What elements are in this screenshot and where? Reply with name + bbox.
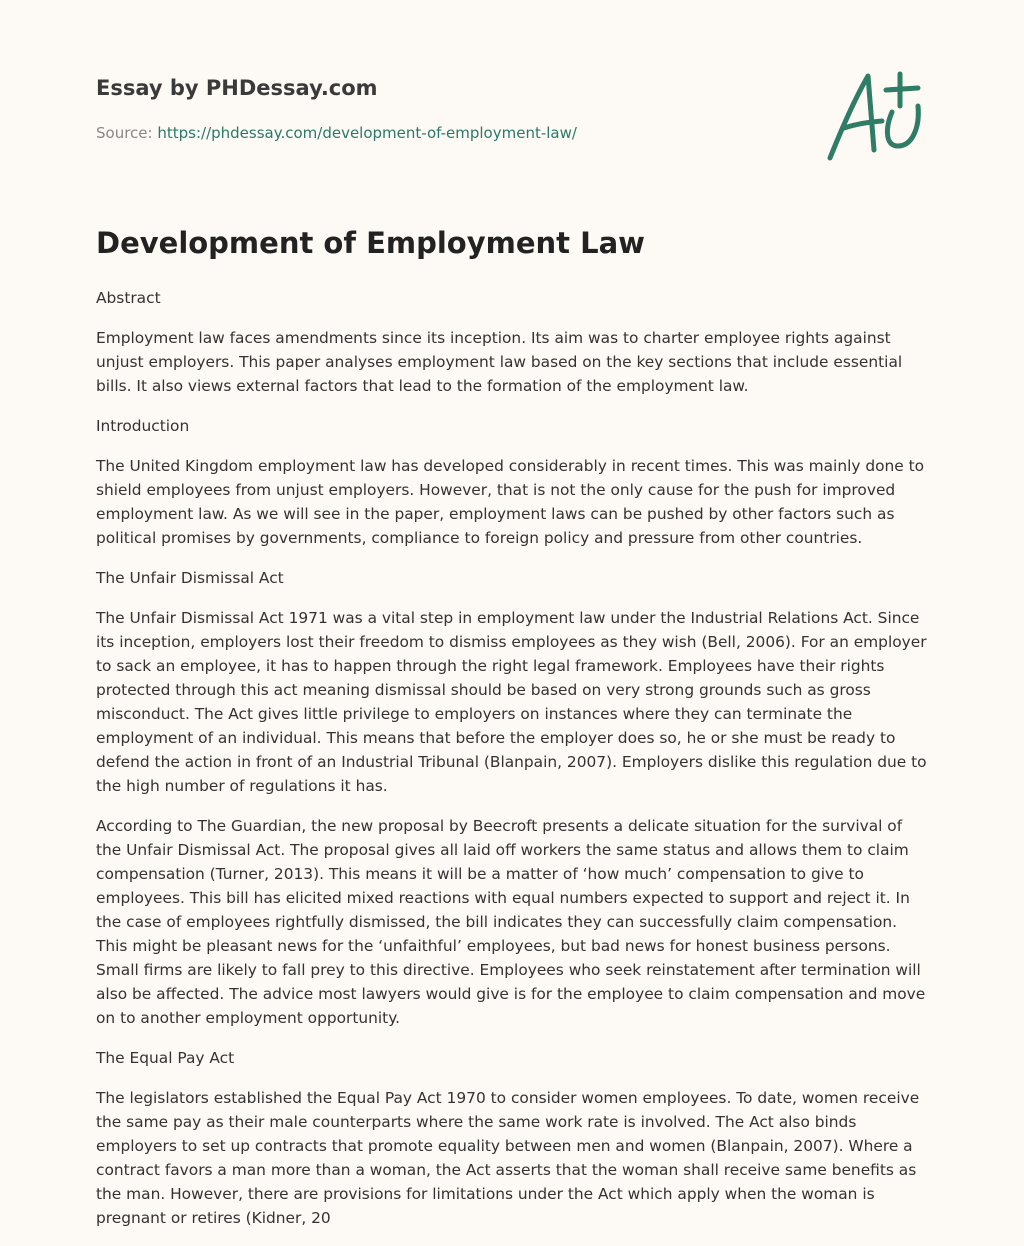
paragraph: According to The Guardian, the new proposal by Beecroft presents a delicate situation for the survival of the Unfair Dismissal Act. The proposal gives all laid off workers the same status and allows them to claim compensation (Turner, 2013). This means it will be a matter of ‘how much’ compensation to give to employees. This bill has elicited mixed reactions with equal numbers expected to support and reject it. In the case of employees rightfully dismissed, the bill indicates they can successfully claim compensation. This might be pleasant news for the ‘unfaithful’ employees, but bad news for honest business persons. Small firms are likely to fall prey to this directive. Employees who seek reinstatement after termination will also be affected. The advice most lawyers would give is for the employee to claim compensation and move on to another employment opportunity. [96, 817, 926, 1027]
heading-abstract: Abstract [96, 289, 161, 307]
heading-unfair-dismissal-act: The Unfair Dismissal Act [96, 569, 284, 587]
paragraph: The legislators established the Equal Pay Act 1970 to consider women employees. To date, women receive the same pay as their male counterparts where the same work rate is involved. The Act also binds employers to set up contracts that promote equality between men and women (Blanpain, 2007). Where a contract favors a man more than a woman, the Act asserts that the woman shall receive same benefits as the man. However, there are provisions for limitations under the Act which apply when the woman is pregnant or retires (Kidner, 20 [96, 1089, 920, 1227]
heading-introduction: Introduction [96, 417, 190, 435]
source-line [96, 124, 577, 142]
paragraph: Employment law faces amendments since its inception. Its aim was to charter employee rights against unjust employers. This paper analyses employment law based on the key sections that include essential bills. It also views external factors that lead to the formation of the employment law. [96, 329, 903, 395]
site-title: Essay by PHDessay.com [96, 76, 378, 100]
document-title: Development of Employment Law [96, 226, 645, 260]
paragraph: The Unfair Dismissal Act 1971 was a vital step in employment law under the Industrial Relations Act. Since its inception, employers lost their freedom to dismiss employees as they wish (Bell, 2006). For an employer to sack an employee, it has to happen through the right legal framework. Employees have their rights protected through this act meaning dismissal should be based on very strong grounds such as gross misconduct. The Act gives little privilege to employers on instances where they can terminate the employment of an individual. This means that before the employer does so, he or she must be ready to defend the action in front of an Industrial Tribunal (Blanpain, 2007). Employers dislike this regulation due to the high number of regulations it has. [96, 609, 927, 795]
a-plus-logo-icon [820, 66, 930, 166]
source-link[interactable]: https://phdessay.com/development-of-employment-law/ [157, 124, 577, 142]
source-label: Source: [96, 124, 153, 142]
essay-body [96, 286, 930, 1246]
paragraph: The United Kingdom employment law has developed considerably in recent times. This was mainly done to shield employees from unjust employers. However, that is not the only cause for the push for improved employment law. As we will see in the paper, employment laws can be pushed by other factors such as political promises by governments, compliance to foreign policy and pressure from other countries. [96, 457, 925, 547]
heading-equal-pay-act: The Equal Pay Act [96, 1049, 235, 1067]
